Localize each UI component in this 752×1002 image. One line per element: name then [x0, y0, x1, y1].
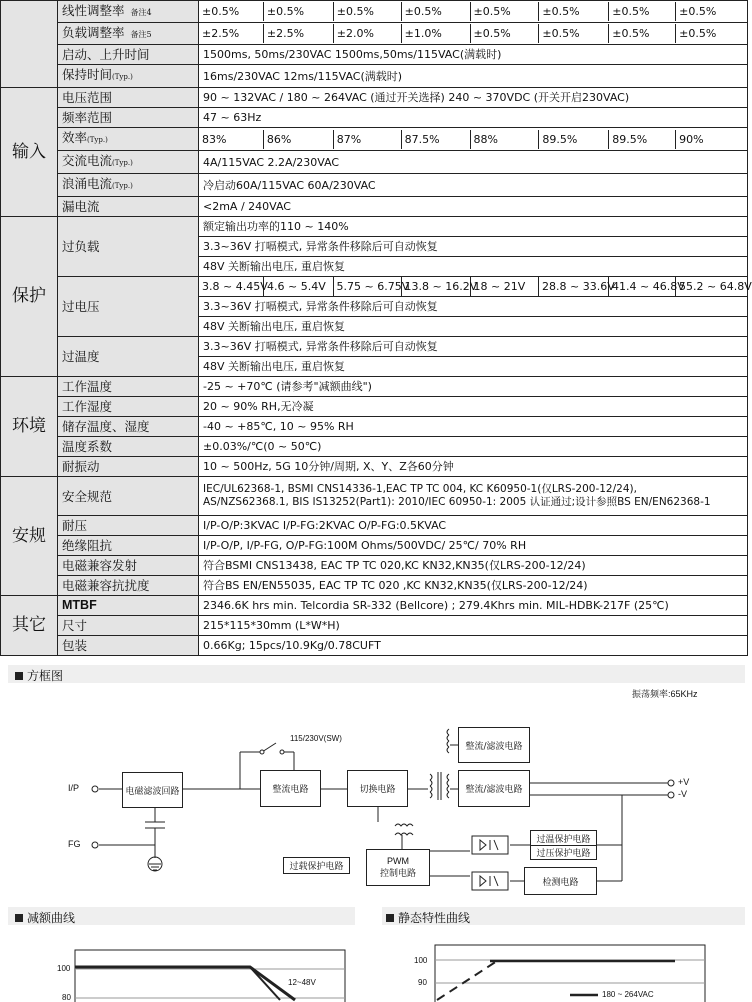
typ-text: (Typ.): [112, 182, 133, 190]
pwm-line1: PWM: [387, 856, 409, 866]
cell: ±0.5%: [334, 2, 402, 21]
label-text: 负载调整率: [62, 25, 125, 40]
leak-label: 漏电流: [58, 197, 199, 217]
label-text: 交流电流: [62, 153, 113, 168]
note-text: 备注4: [130, 8, 152, 17]
overload-line2: 3.3~36V 打嗝模式, 异常条件移除后可自动恢复: [199, 237, 748, 257]
cell: ±0.5%: [402, 2, 471, 21]
overload-line1: 额定输出功率的110 ~ 140%: [199, 217, 748, 237]
overvolt-line3: 48V 关断输出电压, 重启恢复: [199, 317, 748, 337]
cell: ±0.5%: [679, 5, 717, 18]
pwm-line2: 控制电路: [379, 869, 416, 879]
emc-emi-value: 符合BSMI CNS13438, EAC TP TC 020,KC KN32,KN35(仅LRS-200-12/24): [199, 556, 748, 576]
freq-note: 振荡频率:65KHz: [632, 689, 698, 699]
cell: 89.5%: [609, 130, 676, 149]
overload-label: 过负载: [58, 217, 199, 277]
cell: 5.75 ~ 6.75V: [334, 277, 402, 296]
label-text: 浪涌电流: [62, 176, 113, 191]
hold-value: 16ms/230VAC 12ms/115VAC(满载时): [199, 65, 748, 88]
emc-emi-label: 电磁兼容发射: [58, 556, 199, 576]
cell: 88%: [471, 130, 540, 149]
coef-value: ±0.03%/℃(0 ~ 50℃): [199, 437, 748, 457]
category-protection: 保护: [1, 217, 58, 377]
heading-text: 减额曲线: [27, 911, 76, 925]
work-hum-label: 工作湿度: [58, 397, 199, 417]
derating-y-tick: 100: [57, 964, 71, 973]
derating-curve: [75, 967, 295, 1000]
cell: ±0.5%: [539, 24, 609, 43]
cell: ±1.0%: [402, 24, 471, 43]
work-hum-value: 20 ~ 90% RH,无冷凝: [199, 397, 748, 417]
cell: ±0.5%: [199, 2, 264, 21]
emi-filter-box: 电磁滤波回路: [122, 772, 183, 808]
output-filter-box: 整流/滤波电路: [458, 770, 530, 807]
detect-box: 检测电路: [524, 867, 597, 895]
vib-value: 10 ~ 500Hz, 5G 10分钟/周期, X、Y、Z各60分钟: [199, 457, 748, 477]
work-temp-value: -25 ~ +70℃ (请参考"减额曲线"): [199, 377, 748, 397]
label-text: 效率: [62, 130, 88, 145]
ovp-box: 过温保护电路: [530, 830, 597, 845]
voltage-value: 90 ~ 132VAC / 180 ~ 264VAC (通过开关选择) 240 ~ 370VDC (开关开启230VAC): [199, 88, 748, 108]
heading-text: 静态特性曲线: [398, 911, 471, 925]
typ-text: (Typ.): [112, 73, 133, 81]
cell: 89.5%: [539, 130, 609, 149]
cell: 86%: [264, 130, 334, 149]
cell: ±0.5%: [679, 27, 717, 40]
cell: ±2.5%: [199, 24, 264, 43]
withstand-value: I/P-O/P:3KVAC I/P-FG:2KVAC O/P-FG:0.5KVAC: [199, 516, 748, 536]
static-y-tick: 100: [414, 956, 428, 965]
cell: ±2.0%: [334, 24, 402, 43]
emc-ems-value: 符合BS EN/EN55035, EAC TP TC 020 ,KC KN32,KN35(仅LRS-200-12/24): [199, 576, 748, 596]
overtemp-label: 过温度: [58, 337, 199, 377]
note-text: 备注5: [130, 30, 152, 39]
category-safety: 安规: [1, 477, 58, 596]
static-frame: [435, 945, 705, 1002]
coef-label: 温度系数: [58, 437, 199, 457]
category-input: 输入: [1, 88, 58, 217]
dim-value: 215*115*30mm (L*W*H): [199, 616, 748, 636]
cell: ±0.5%: [471, 2, 540, 21]
rectifier-box: 整流电路: [260, 770, 321, 807]
vib-label: 耐振动: [58, 457, 199, 477]
leak-value: <2mA / 240VAC: [199, 197, 748, 217]
storage-label: 储存温度、湿度: [58, 417, 199, 437]
rise-value: 1500ms, 50ms/230VAC 1500ms,50ms/115VAC(满载时): [199, 45, 748, 65]
derating-frame: [75, 950, 345, 1002]
cell: 90%: [679, 132, 704, 146]
typ-text: (Typ.): [87, 136, 108, 144]
top-filter-box: 整流/滤波电路: [458, 727, 530, 763]
cell: 4.6 ~ 5.4V: [264, 277, 334, 296]
typ-text: (Typ.): [112, 159, 133, 167]
rise-label: 启动、上升时间: [58, 45, 199, 65]
freq-label: 频率范围: [58, 108, 199, 128]
switch-box: 切换电路: [347, 770, 408, 807]
cell: ±0.5%: [264, 2, 334, 21]
cell: 41.4 ~ 46.8V: [609, 277, 676, 296]
storage-value: -40 ~ +85℃, 10 ~ 95% RH: [199, 417, 748, 437]
overvolt-line2: 3.3~36V 打嗝模式, 异常条件移除后可自动恢复: [199, 297, 748, 317]
inrush-value: 冷启动60A/115VAC 60A/230VAC: [199, 174, 748, 197]
cell: 87.5%: [402, 130, 471, 149]
ip-label: I/P: [68, 783, 80, 793]
fg-label: FG: [68, 839, 81, 849]
cell: 83%: [199, 130, 264, 149]
cell: 13.8 ~ 16.2V: [402, 277, 471, 296]
derating-series-label: 12~48V: [288, 978, 316, 987]
cell: ±2.5%: [264, 24, 334, 43]
overtemp-line2: 48V 关断输出电压, 重启恢复: [199, 357, 748, 377]
v-minus-label: -V: [678, 789, 687, 799]
overvolt-label: 过电压: [58, 277, 199, 337]
work-temp-label: 工作温度: [58, 377, 199, 397]
heading-text: 方框图: [27, 669, 64, 683]
voltage-label: 电压范围: [58, 88, 199, 108]
ac-current-value: 4A/115VAC 2.2A/230VAC: [199, 151, 748, 174]
static-y-tick: 90: [418, 978, 427, 987]
label-text: 保持时间: [62, 67, 113, 82]
cell: 55.2 ~ 64.8V: [679, 280, 752, 293]
otp-box: 过压保护电路: [530, 845, 597, 860]
iso-value: I/P-O/P, I/P-FG, O/P-FG:100M Ohms/500VDC/ 25℃/ 70% RH: [199, 536, 748, 556]
iso-label: 绝缘阻抗: [58, 536, 199, 556]
derating-curve-2: [250, 967, 280, 1000]
mtbf-label: MTBF: [58, 596, 199, 616]
dim-label: 尺寸: [58, 616, 199, 636]
category-environment: 环境: [1, 377, 58, 477]
static-series-label: 180 ~ 264VAC: [602, 990, 654, 999]
pack-value: 0.66Kg; 15pcs/10.9Kg/0.78CUFT: [199, 636, 748, 656]
std-line1: IEC/UL62368-1, BSMI CNS14336-1,EAC TP TC 004, KC K60950-1(仅LRS-200-12/24),: [203, 483, 637, 495]
cell: ±0.5%: [609, 2, 676, 21]
derating-y-tick: 80: [62, 993, 71, 1002]
cell: ±0.5%: [471, 24, 540, 43]
cell: ±0.5%: [539, 2, 609, 21]
freq-value: 47 ~ 63Hz: [199, 108, 748, 128]
cell: 3.8 ~ 4.45V: [199, 277, 264, 296]
std-line2: AS/NZS62368.1, BIS IS13252(Part1): 2010/IEC 60950-1: 2005 认证通过;设计参照BS EN/EN62368-1: [203, 496, 711, 508]
pack-label: 包装: [58, 636, 199, 656]
static-curve-dashed: [437, 961, 497, 1000]
v-plus-label: +V: [678, 777, 690, 787]
cell: 28.8 ~ 33.6V: [539, 277, 609, 296]
olp-box: 过载保护电路: [283, 857, 350, 874]
cell: 18 ~ 21V: [471, 277, 540, 296]
std-label: 安全规范: [58, 477, 199, 516]
overload-line3: 48V 关断输出电压, 重启恢复: [199, 257, 748, 277]
cell: 87%: [334, 130, 402, 149]
cell: ±0.5%: [609, 24, 676, 43]
label-text: 线性调整率: [62, 3, 125, 18]
category-others: 其它: [1, 596, 58, 656]
emc-ems-label: 电磁兼容抗扰度: [58, 576, 199, 596]
sw-label: 115/230V(SW): [290, 734, 342, 743]
mtbf-value: 2346.6K hrs min. Telcordia SR-332 (Bellcore) ; 279.4Khrs min. MIL-HDBK-217F (25℃): [199, 596, 748, 616]
overtemp-line1: 3.3~36V 打嗝模式, 异常条件移除后可自动恢复: [199, 337, 748, 357]
withstand-label: 耐压: [58, 516, 199, 536]
